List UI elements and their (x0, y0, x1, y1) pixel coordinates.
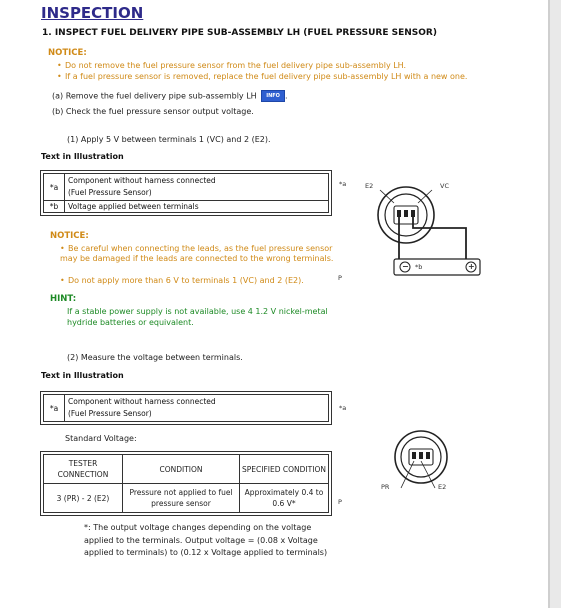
figure-label-b: *b (415, 263, 423, 271)
table-cell: 3 (PR) - 2 (E2) (44, 484, 123, 513)
minus-terminal-icon: − (402, 262, 409, 271)
text-in-illustration-label: Text in Illustration (41, 371, 124, 380)
legend-key: *b (44, 201, 65, 213)
page-title: INSPECTION (41, 4, 144, 22)
table-row (44, 174, 329, 201)
table-row (44, 484, 329, 513)
hint-text: If a stable power supply is not available, use 4 1.2 V nickel-metal hydride batteries or equivalent. (67, 307, 328, 327)
notice-item: • Do not remove the fuel pressure sensor from the fuel delivery pipe sub-assembly LH. (57, 61, 407, 70)
plus-terminal-icon: + (468, 262, 475, 271)
notice-item: • Do not apply more than 6 V to terminals 1 (VC) and 2 (E2). (60, 276, 304, 285)
step-b: (b) Check the fuel pressure sensor output voltage. (52, 107, 254, 116)
page-marker: P (338, 274, 342, 282)
terminal-label-pr: PR (381, 483, 390, 491)
figure-label-a: *a (339, 180, 347, 188)
notice-title: NOTICE: (48, 48, 87, 58)
notice-item: • Be careful when connecting the leads, as the fuel pressure sensor may be damaged if the leads are connected to the wrong terminals. (60, 244, 334, 263)
notice-title: NOTICE: (50, 231, 89, 241)
legend-value: Component without harness connected (Fuel Pressure Sensor) (65, 395, 329, 422)
section-heading: 1. INSPECT FUEL DELIVERY PIPE SUB-ASSEMBLY LH (FUEL PRESSURE SENSOR) (42, 28, 437, 38)
illustration-legend-table (40, 170, 332, 216)
info-link-button[interactable]: INFO (261, 90, 285, 102)
table-cell: Approximately 0.4 to 0.6 V* (240, 484, 329, 513)
hint-title: HINT: (50, 294, 77, 304)
standard-voltage-table (40, 451, 332, 516)
column-header: TESTER CONNECTION (44, 455, 123, 484)
table-row (44, 395, 329, 422)
step-1: (1) Apply 5 V between terminals 1 (VC) and 2 (E2). (67, 135, 271, 144)
notice-item: • If a fuel pressure sensor is removed, replace the fuel delivery pipe sub-assembly LH with a new one. (57, 72, 468, 81)
page-marker: P (338, 498, 342, 506)
terminal-label-e2: E2 (365, 182, 374, 190)
figure-label-a: *a (339, 404, 347, 412)
step-2: (2) Measure the voltage between terminals. (67, 353, 243, 362)
footnote: *: The output voltage changes depending on the voltage applied to the terminals. Output voltage = (0.08 x Voltage applied to terminals) to (0.12 x Voltage applied to terminals) (84, 523, 328, 557)
standard-voltage-label: Standard Voltage: (65, 434, 137, 443)
column-header: CONDITION (123, 455, 240, 484)
terminal-label-vc: VC (440, 182, 449, 190)
text-in-illustration-label: Text in Illustration (41, 152, 124, 161)
column-header: SPECIFIED CONDITION (240, 455, 329, 484)
viewer-background (550, 0, 561, 608)
legend-key: *a (44, 174, 65, 201)
illustration-legend-table (40, 391, 332, 425)
terminal-label-e2: E2 (438, 483, 447, 491)
table-header-row (44, 455, 329, 484)
step-a: (a) Remove the fuel delivery pipe sub-assembly LH INFO . (52, 91, 288, 101)
legend-key: *a (44, 395, 65, 422)
legend-value: Voltage applied between terminals (65, 201, 329, 213)
legend-value: Component without harness connected (Fuel Pressure Sensor) (65, 174, 329, 201)
table-cell: Pressure not applied to fuel pressure sensor (123, 484, 240, 513)
table-row (44, 201, 329, 213)
